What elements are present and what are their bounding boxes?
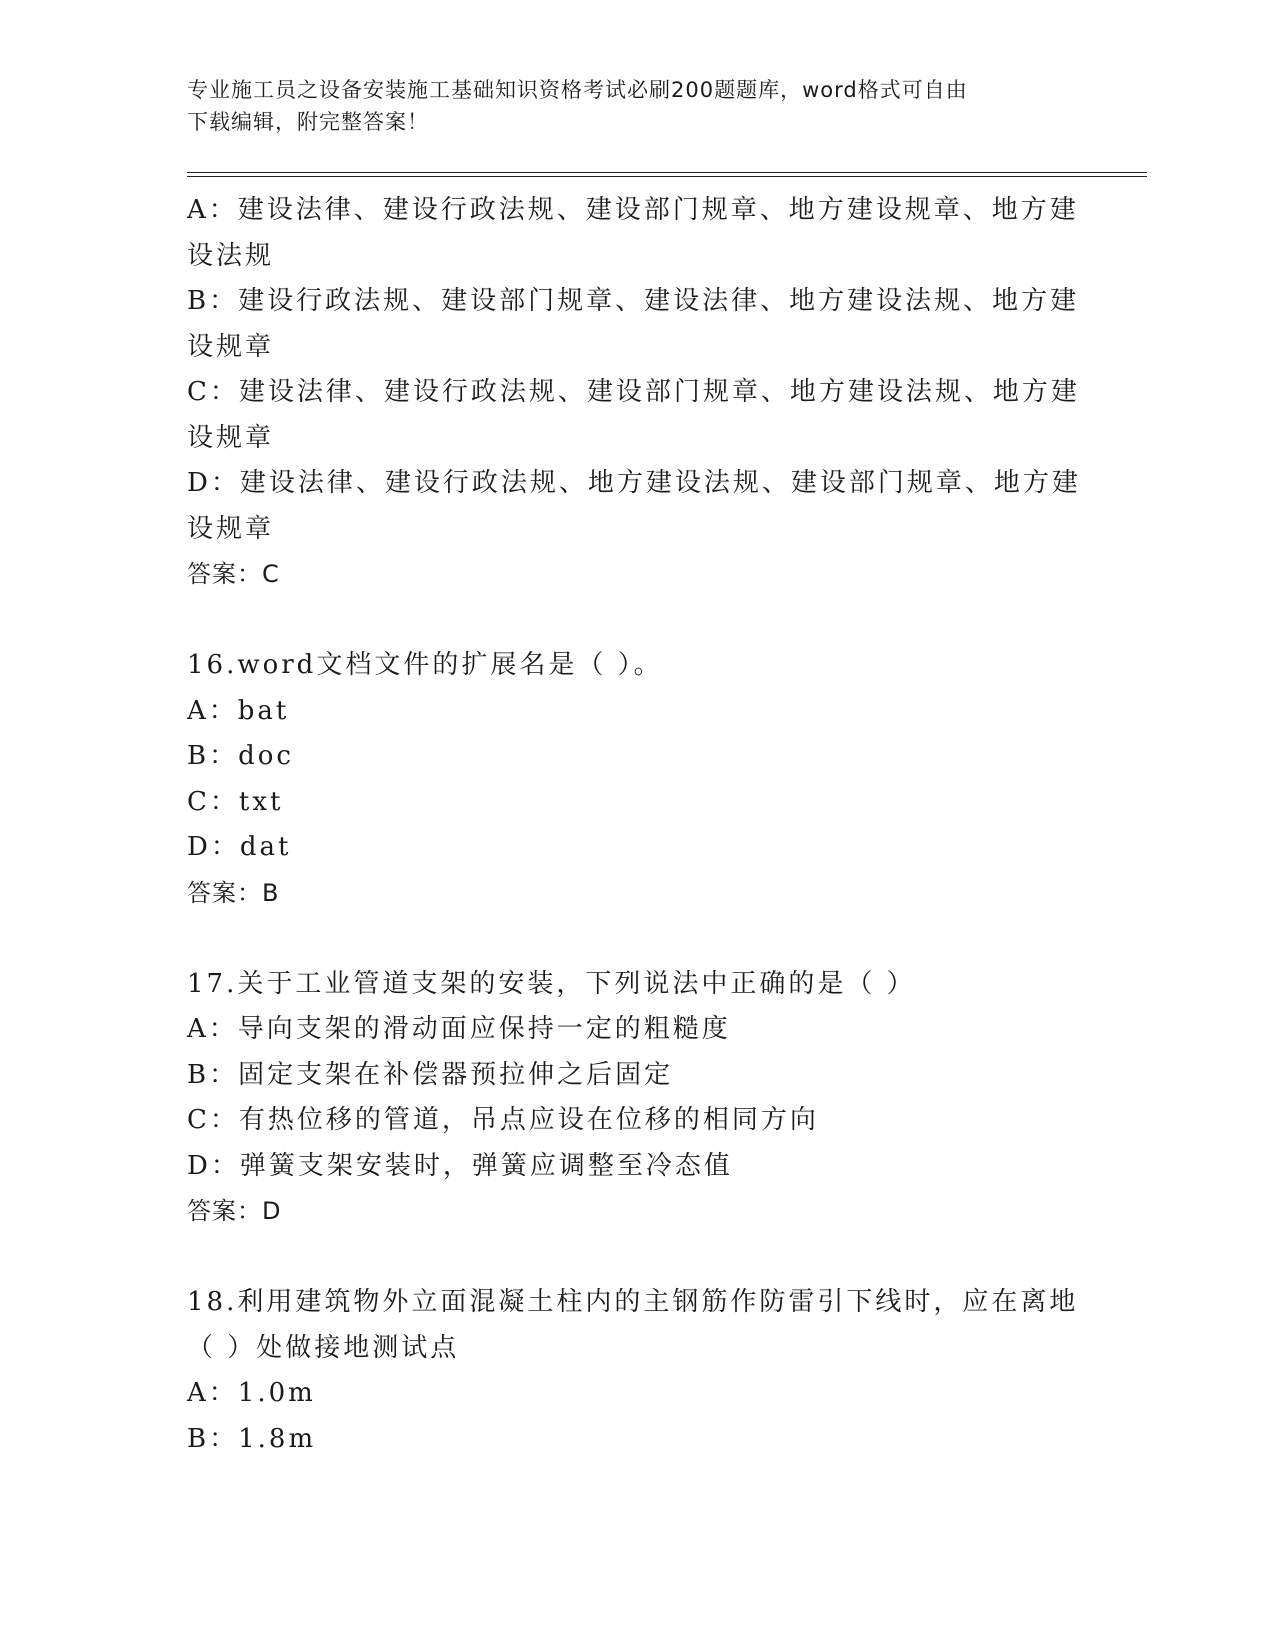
header-line-2: 下载编辑，附完整答案！ bbox=[187, 110, 429, 134]
option-d: D：dat bbox=[187, 832, 292, 862]
option-c: C：txt bbox=[187, 786, 284, 817]
header-line-1: 专业施工员之设备安装施工基础知识资格考试必刷200题题库，word格式可自由 bbox=[187, 78, 968, 102]
spacer bbox=[187, 1235, 1087, 1281]
option-b-line-2: 设规章 bbox=[187, 331, 275, 362]
option-b: B：固定支架在补偿器预拉伸之后固定 bbox=[187, 1059, 674, 1090]
option-a-line-1: A：建设法律、建设行政法规、建设部门规章、地方建设规章、地方建 bbox=[187, 195, 1079, 225]
header-divider-top bbox=[187, 172, 1147, 173]
question-18 bbox=[187, 1280, 1087, 1462]
option-a: A：1.0m bbox=[187, 1378, 316, 1408]
question-17 bbox=[187, 962, 1087, 1235]
option-b: B：doc bbox=[187, 741, 294, 771]
option-d-line-1: D：建设法律、建设行政法规、地方建设法规、建设部门规章、地方建 bbox=[187, 468, 1081, 498]
option-b-line-1: B：建设行政法规、建设部门规章、建设法律、地方建设法规、地方建 bbox=[187, 286, 1080, 316]
option-a: A：导向支架的滑动面应保持一定的粗糙度 bbox=[187, 1014, 731, 1044]
document-header bbox=[187, 74, 1087, 138]
spacer bbox=[187, 916, 1087, 962]
question-16 bbox=[187, 643, 1087, 916]
option-c: C：有热位移的管道，吊点应设在位移的相同方向 bbox=[187, 1105, 819, 1135]
option-c-line-1: C：建设法律、建设行政法规、建设部门规章、地方建设法规、地方建 bbox=[187, 377, 1080, 407]
option-c-line-2: 设规章 bbox=[187, 422, 275, 453]
option-a: A：bat bbox=[187, 695, 290, 726]
answer-17: 答案：D bbox=[187, 1197, 282, 1225]
answer-16: 答案：B bbox=[187, 878, 280, 907]
question-16-text: 16.word文档文件的扩展名是（ ）。 bbox=[187, 650, 663, 680]
question-17-text: 17.关于工业管道支架的安装，下列说法中正确的是（ ） bbox=[187, 968, 916, 999]
option-d: D：弹簧支架安装时，弹簧应调整至冷态值 bbox=[187, 1150, 733, 1181]
option-a-line-2: 设法规 bbox=[187, 240, 275, 271]
question-18-text-line-2: （ ）处做接地测试点 bbox=[187, 1332, 460, 1363]
option-d-line-2: 设规章 bbox=[187, 513, 275, 544]
spacer bbox=[187, 598, 1087, 644]
question-18-text-line-1: 18.利用建筑物外立面混凝土柱内的主钢筋作防雷引下线时，应在离地 bbox=[187, 1287, 1079, 1317]
answer-15: 答案：C bbox=[187, 560, 280, 588]
header-divider-bottom bbox=[187, 176, 1147, 177]
question-15 bbox=[187, 188, 1087, 598]
question-list bbox=[187, 188, 1087, 1462]
option-b: B：1.8m bbox=[187, 1423, 317, 1454]
